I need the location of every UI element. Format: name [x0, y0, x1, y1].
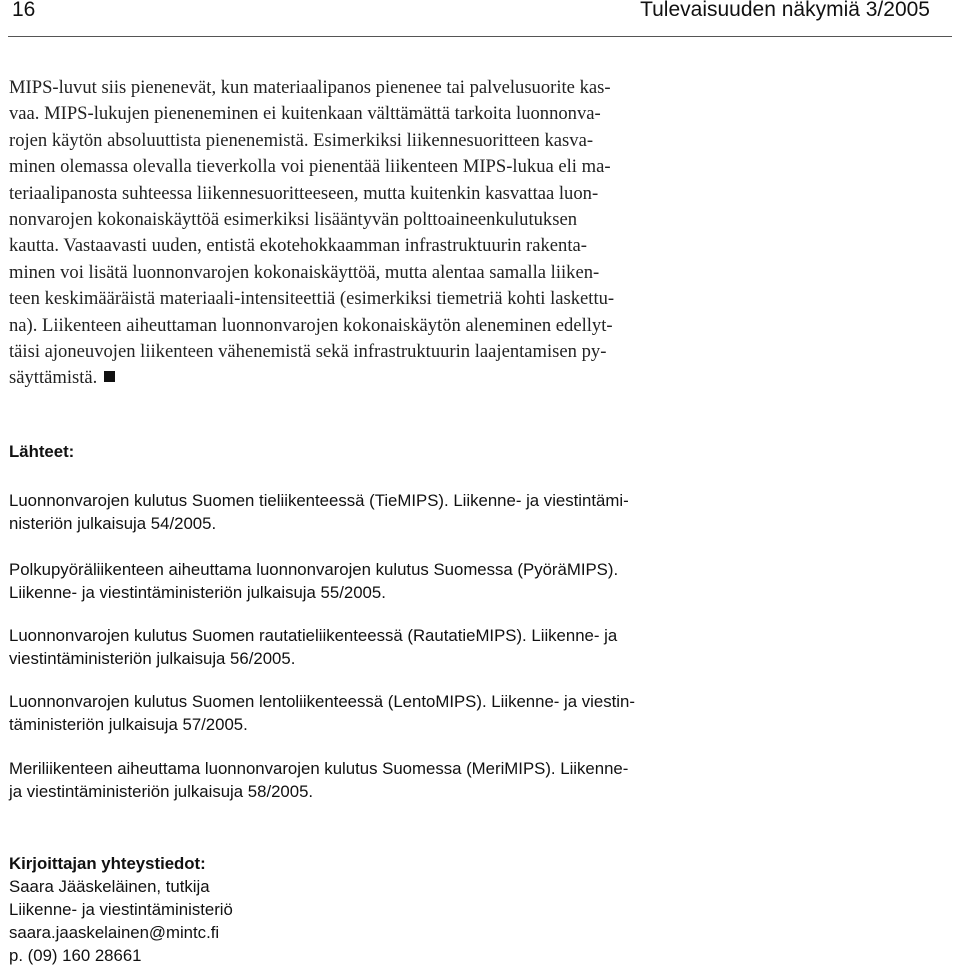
reference-line: ja viestintäministeriön julkaisuja 58/2005.	[9, 782, 314, 801]
contact-organization: Liikenne- ja viestintäministeriö	[9, 900, 233, 919]
header-rule	[8, 36, 952, 37]
text-line: minen voi lisätä luonnonvarojen kokonaiskäyttöä, mutta alentaa samalla liiken-	[9, 261, 600, 283]
running-title: Tulevaisuuden näkymiä 3/2005	[640, 0, 930, 21]
article-paragraph	[9, 75, 728, 392]
text-line: kautta. Vastaavasti uuden, entistä ekotehokkaamman infrastruktuurin rakenta-	[9, 235, 587, 257]
reference-line: nisteriön julkaisuja 54/2005.	[9, 514, 217, 533]
contact-email: saara.jaaskelainen@mintc.fi	[9, 923, 220, 942]
author-contact	[9, 852, 233, 967]
reference-line: Polkupyöräliikenteen aiheuttama luonnonvarojen kulutus Suomessa (PyöräMIPS).	[9, 560, 619, 579]
page-header	[8, 0, 952, 30]
reference-item	[9, 558, 729, 604]
reference-line: Liikenne- ja viestintäministeriön julkaisuja 55/2005.	[9, 583, 386, 602]
reference-item	[9, 757, 729, 803]
text-line: teen keskimääräistä materiaali-intensiteettiä (esimerkiksi tiemetriä kohti laskettu-	[9, 288, 615, 310]
text-line: täisi ajoneuvojen liikenteen vähenemistä sekä infrastruktuurin laajentamisen py-	[9, 341, 607, 363]
reference-line: viestintäministeriön julkaisuja 56/2005.	[9, 649, 296, 668]
text-line: vaa. MIPS-lukujen pieneneminen ei kuitenkaan välttämättä tarkoita luonnonva-	[9, 103, 601, 125]
reference-item	[9, 489, 729, 535]
end-of-article-square-icon	[104, 371, 115, 382]
reference-line: Meriliikenteen aiheuttama luonnonvarojen kulutus Suomessa (MeriMIPS). Liikenne-	[9, 759, 629, 778]
reference-line: Luonnonvarojen kulutus Suomen rautatieliikenteessä (RautatieMIPS). Liikenne- ja	[9, 626, 618, 645]
text-line: minen olemassa olevalla tieverkolla voi pienentää liikenteen MIPS-lukua eli ma-	[9, 156, 611, 178]
reference-item	[9, 624, 729, 670]
text-line: säyttämistä.	[9, 367, 98, 389]
sources-heading: Lähteet:	[9, 442, 75, 461]
text-line-last	[9, 365, 728, 391]
text-line: teriaalipanosta suhteessa liikennesuoritteeseen, mutta kuitenkin kasvattaa luon-	[9, 182, 599, 204]
reference-line: Luonnonvarojen kulutus Suomen lentoliikenteessä (LentoMIPS). Liikenne- ja viestin-	[9, 692, 635, 711]
contact-name: Saara Jääskeläinen, tutkija	[9, 877, 210, 896]
contact-heading: Kirjoittajan yhteystiedot:	[9, 854, 206, 873]
text-line: MIPS-luvut siis pienenevät, kun materiaalipanos pienenee tai palvelusuorite kas-	[9, 77, 611, 98]
text-line: nonvarojen kokonaiskäyttöä esimerkiksi lisääntyvän polttoaineenkulutuksen	[9, 209, 578, 231]
reference-line: Luonnonvarojen kulutus Suomen tieliikenteessä (TieMIPS). Liikenne- ja viestintämi-	[9, 491, 629, 510]
text-line: rojen käytön absoluuttista pienenemistä. Esimerkiksi liikennesuoritteen kasva-	[9, 129, 594, 151]
contact-phone: p. (09) 160 28661	[9, 946, 142, 965]
reference-item	[9, 690, 729, 736]
reference-line: täministeriön julkaisuja 57/2005.	[9, 715, 248, 734]
text-line: na). Liikenteen aiheuttaman luonnonvarojen kokonaiskäytön aleneminen edellyt-	[9, 314, 613, 336]
page-number: 16	[12, 0, 36, 21]
